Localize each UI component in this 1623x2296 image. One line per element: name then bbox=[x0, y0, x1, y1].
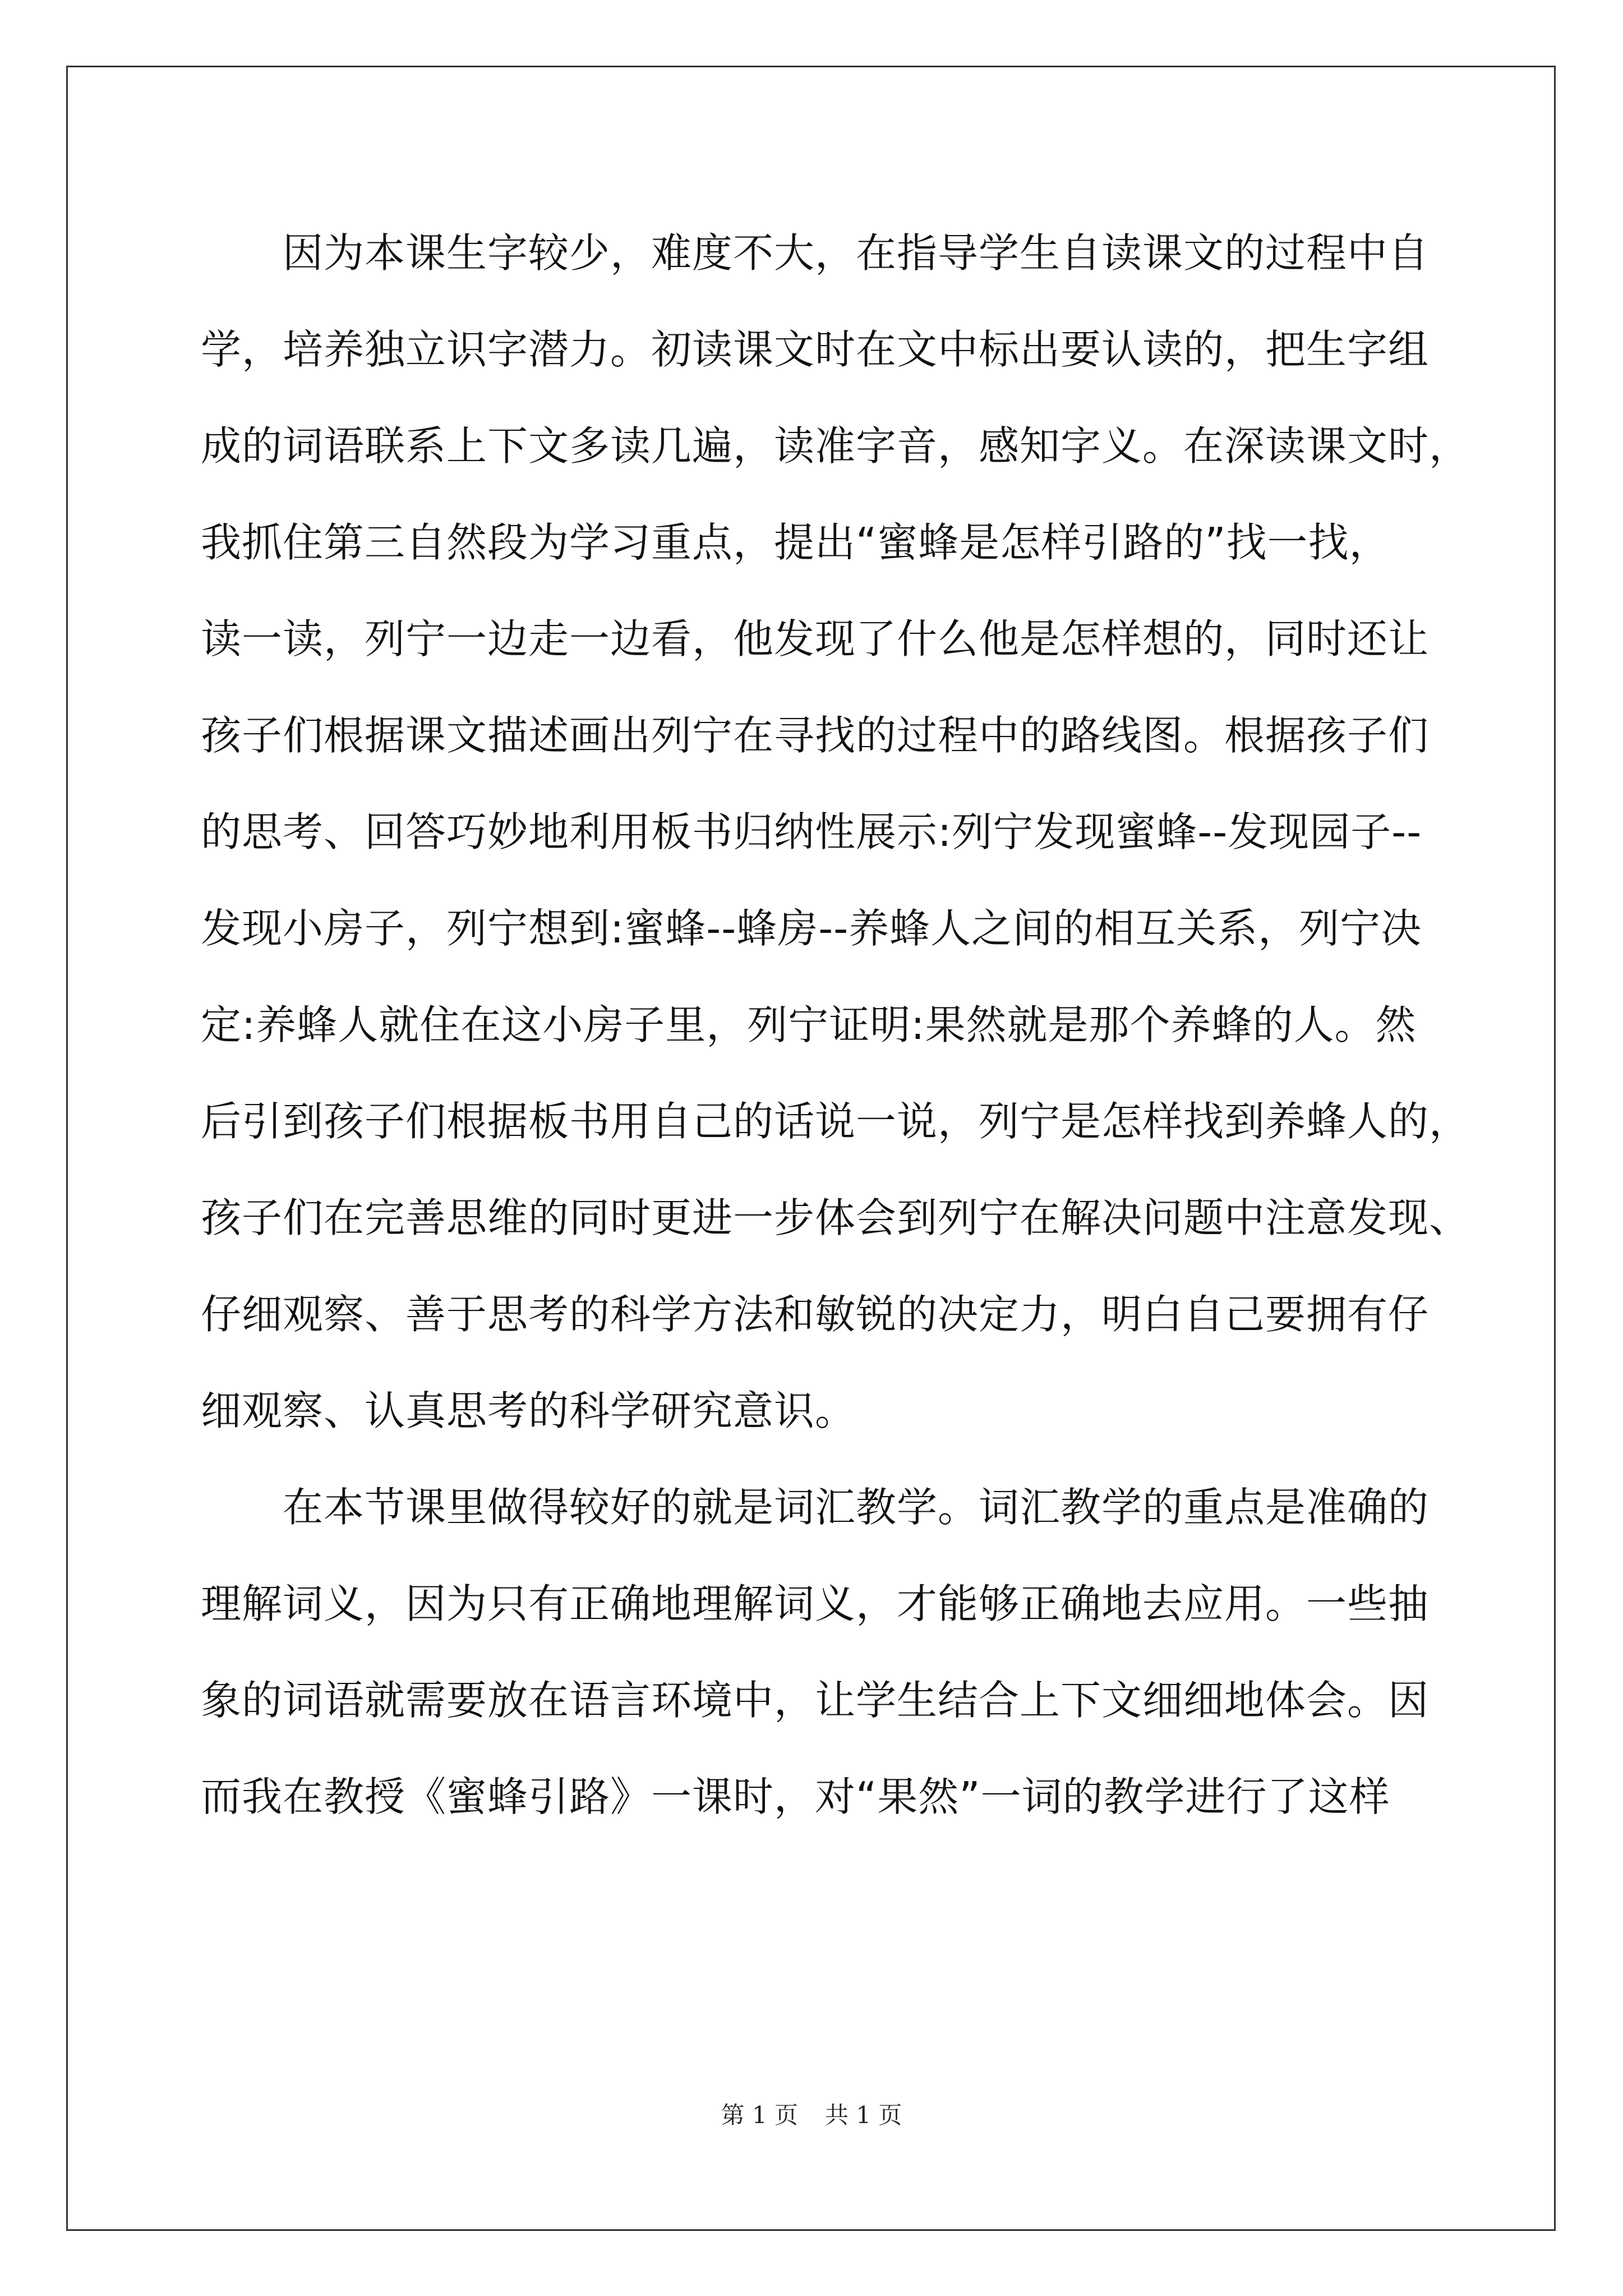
text-line: 因为本课生字较少，难度不大，在指导学生自读课文的过程中自 bbox=[201, 229, 1430, 277]
text-line: 孩子们在完善思维的同时更进一步体会到列宁在解决问题中注意发现、 bbox=[201, 1194, 1470, 1241]
text-line: 学，培养独立识字潜力。初读课文时在文中标出要认读的，把生字组 bbox=[201, 326, 1430, 373]
text-line: 我抓住第三自然段为学习重点，提出“蜜蜂是怎样引路的”找一找， bbox=[201, 519, 1390, 566]
text-line: 成的词语联系上下文多读几遍，读准字音，感知字义。在深读课文时， bbox=[201, 422, 1470, 470]
text-line: 读一读，列宁一边走一边看，他发现了什么他是怎样想的，同时还让 bbox=[201, 615, 1430, 662]
page-total: 共 1 页 bbox=[825, 2101, 902, 2129]
text-line: 的思考、回答巧妙地利用板书归纳性展示:列宁发现蜜蜂--发现园子-- bbox=[201, 808, 1422, 855]
text-line: 发现小房子，列宁想到:蜜蜂--蜂房--养蜂人之间的相互关系，列宁决 bbox=[201, 905, 1422, 952]
text-line: 仔细观察、善于思考的科学方法和敏锐的决定力，明白自己要拥有仔 bbox=[201, 1291, 1430, 1338]
text-line: 定:养蜂人就住在这小房子里，列宁证明:果然就是那个养蜂的人。然 bbox=[201, 1001, 1417, 1048]
text-line: 而我在教授《蜜蜂引路》一课时，对“果然”一词的教学进行了这样 bbox=[201, 1773, 1390, 1820]
document-body bbox=[201, 205, 1470, 1845]
text-line: 细观察、认真思考的科学研究意识。 bbox=[201, 1387, 856, 1434]
page-footer bbox=[0, 2097, 1623, 2131]
text-line: 孩子们根据课文描述画出列宁在寻找的过程中的路线图。根据孩子们 bbox=[201, 712, 1430, 759]
text-line: 象的词语就需要放在语言环境中，让学生结合上下文细细地体会。因 bbox=[201, 1677, 1430, 1724]
text-line: 在本节课里做得较好的就是词汇教学。词汇教学的重点是准确的 bbox=[201, 1484, 1430, 1531]
text-line: 后引到孩子们根据板书用自己的话说一说，列宁是怎样找到养蜂人的， bbox=[201, 1098, 1470, 1145]
page-number: 第 1 页 bbox=[721, 2101, 798, 2129]
text-line: 理解词义，因为只有正确地理解词义，才能够正确地去应用。一些抽 bbox=[201, 1580, 1430, 1627]
